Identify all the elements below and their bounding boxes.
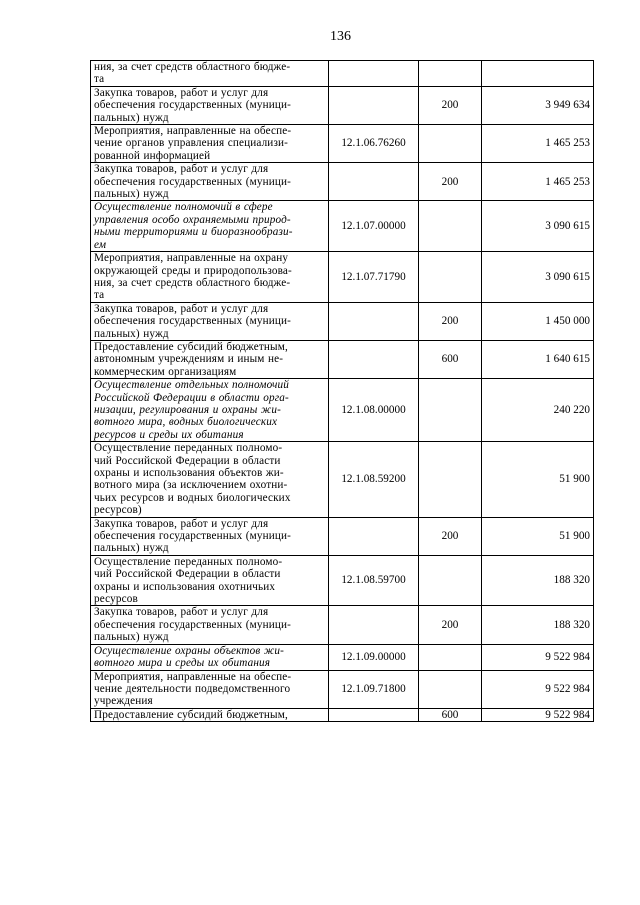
row-code-cell: 12.1.07.00000	[329, 201, 419, 252]
table-row	[91, 517, 594, 555]
row-name-cell: Осуществление полномочий в сфере управления особо охраняемыми природ- ными территориями и биоразнообрази- ем	[91, 201, 329, 252]
table-row	[91, 86, 594, 124]
table-row	[91, 201, 594, 252]
table-row	[91, 708, 594, 721]
row-expense-type-cell: 600	[419, 340, 482, 378]
row-amount-cell: 1 465 253	[482, 163, 594, 201]
row-name-cell: Закупка товаров, работ и услуг для обеспечения государственных (муници- пальных) нужд	[91, 606, 329, 644]
row-amount-cell: 9 522 984	[482, 670, 594, 708]
table-row	[91, 670, 594, 708]
row-code-cell: 12.1.08.59700	[329, 555, 419, 606]
row-expense-type-cell	[419, 442, 482, 517]
row-code-cell	[329, 61, 419, 87]
row-code-cell	[329, 606, 419, 644]
row-code-cell: 12.1.08.59200	[329, 442, 419, 517]
row-code-cell: 12.1.09.00000	[329, 644, 419, 670]
row-code-cell	[329, 708, 419, 721]
row-expense-type-cell	[419, 644, 482, 670]
row-amount-cell: 1 450 000	[482, 302, 594, 340]
table-row	[91, 555, 594, 606]
row-amount-cell: 188 320	[482, 606, 594, 644]
table-row	[91, 442, 594, 517]
row-amount-cell: 51 900	[482, 517, 594, 555]
row-name-cell: Осуществление переданных полномо- чий Российской Федерации в области охраны и использования объектов жи- вотного мира (за исключением охотни- чьих ресурсов и водных биологических ресурсов)	[91, 442, 329, 517]
row-expense-type-cell: 200	[419, 163, 482, 201]
row-code-cell	[329, 302, 419, 340]
row-amount-cell: 1 640 615	[482, 340, 594, 378]
row-name-cell: Мероприятия, направленные на обеспе- чение деятельности подведомственного учреждения	[91, 670, 329, 708]
row-amount-cell: 9 522 984	[482, 644, 594, 670]
row-expense-type-cell: 200	[419, 302, 482, 340]
row-expense-type-cell	[419, 670, 482, 708]
row-code-cell: 12.1.07.71790	[329, 252, 419, 303]
table-row	[91, 644, 594, 670]
row-amount-cell: 3 090 615	[482, 252, 594, 303]
row-amount-cell: 3 949 634	[482, 86, 594, 124]
row-name-cell: Осуществление охраны объектов жи- вотного мира и среды их обитания	[91, 644, 329, 670]
row-code-cell	[329, 517, 419, 555]
row-amount-cell	[482, 61, 594, 87]
row-expense-type-cell: 200	[419, 86, 482, 124]
page-number: 136	[330, 29, 351, 44]
table-row	[91, 61, 594, 87]
row-name-cell: Осуществление переданных полномо- чий Российской Федерации в области охраны и использования охотничьих ресурсов	[91, 555, 329, 606]
row-expense-type-cell	[419, 555, 482, 606]
row-amount-cell: 51 900	[482, 442, 594, 517]
row-code-cell	[329, 86, 419, 124]
row-name-cell: Мероприятия, направленные на охрану окружающей среды и природопользова- ния, за счет средств областного бюдже- та	[91, 252, 329, 303]
table-row	[91, 163, 594, 201]
row-amount-cell: 1 465 253	[482, 125, 594, 163]
row-amount-cell: 188 320	[482, 555, 594, 606]
budget-table-body	[91, 61, 594, 722]
table-row	[91, 125, 594, 163]
table-row	[91, 379, 594, 442]
row-name-cell: Мероприятия, направленные на обеспе- чение органов управления специализи- рованной информацией	[91, 125, 329, 163]
row-expense-type-cell	[419, 125, 482, 163]
budget-table	[90, 60, 594, 722]
row-expense-type-cell	[419, 61, 482, 87]
row-amount-cell: 3 090 615	[482, 201, 594, 252]
row-amount-cell: 9 522 984	[482, 708, 594, 721]
row-expense-type-cell	[419, 379, 482, 442]
row-name-cell: Закупка товаров, работ и услуг для обеспечения государственных (муници- пальных) нужд	[91, 86, 329, 124]
table-row	[91, 340, 594, 378]
row-name-cell: ния, за счет средств областного бюдже- та	[91, 61, 329, 87]
row-expense-type-cell: 200	[419, 606, 482, 644]
row-expense-type-cell	[419, 252, 482, 303]
row-expense-type-cell	[419, 201, 482, 252]
row-code-cell: 12.1.06.76260	[329, 125, 419, 163]
table-row	[91, 252, 594, 303]
table-row	[91, 302, 594, 340]
table-row	[91, 606, 594, 644]
row-name-cell: Закупка товаров, работ и услуг для обеспечения государственных (муници- пальных) нужд	[91, 517, 329, 555]
row-code-cell: 12.1.08.00000	[329, 379, 419, 442]
row-name-cell: Закупка товаров, работ и услуг для обеспечения государственных (муници- пальных) нужд	[91, 163, 329, 201]
row-code-cell	[329, 163, 419, 201]
row-name-cell: Предоставление субсидий бюджетным,	[91, 708, 329, 721]
row-name-cell: Предоставление субсидий бюджетным, автономным учреждениям и иным не- коммерческим организациям	[91, 340, 329, 378]
row-expense-type-cell: 200	[419, 517, 482, 555]
row-code-cell	[329, 340, 419, 378]
row-name-cell: Закупка товаров, работ и услуг для обеспечения государственных (муници- пальных) нужд	[91, 302, 329, 340]
row-code-cell: 12.1.09.71800	[329, 670, 419, 708]
row-amount-cell: 240 220	[482, 379, 594, 442]
row-name-cell: Осуществление отдельных полномочий Российской Федерации в области орга- низации, регулирования и охраны жи- вотного мира, водных биологических ресурсов и среды их обитания	[91, 379, 329, 442]
row-expense-type-cell: 600	[419, 708, 482, 721]
